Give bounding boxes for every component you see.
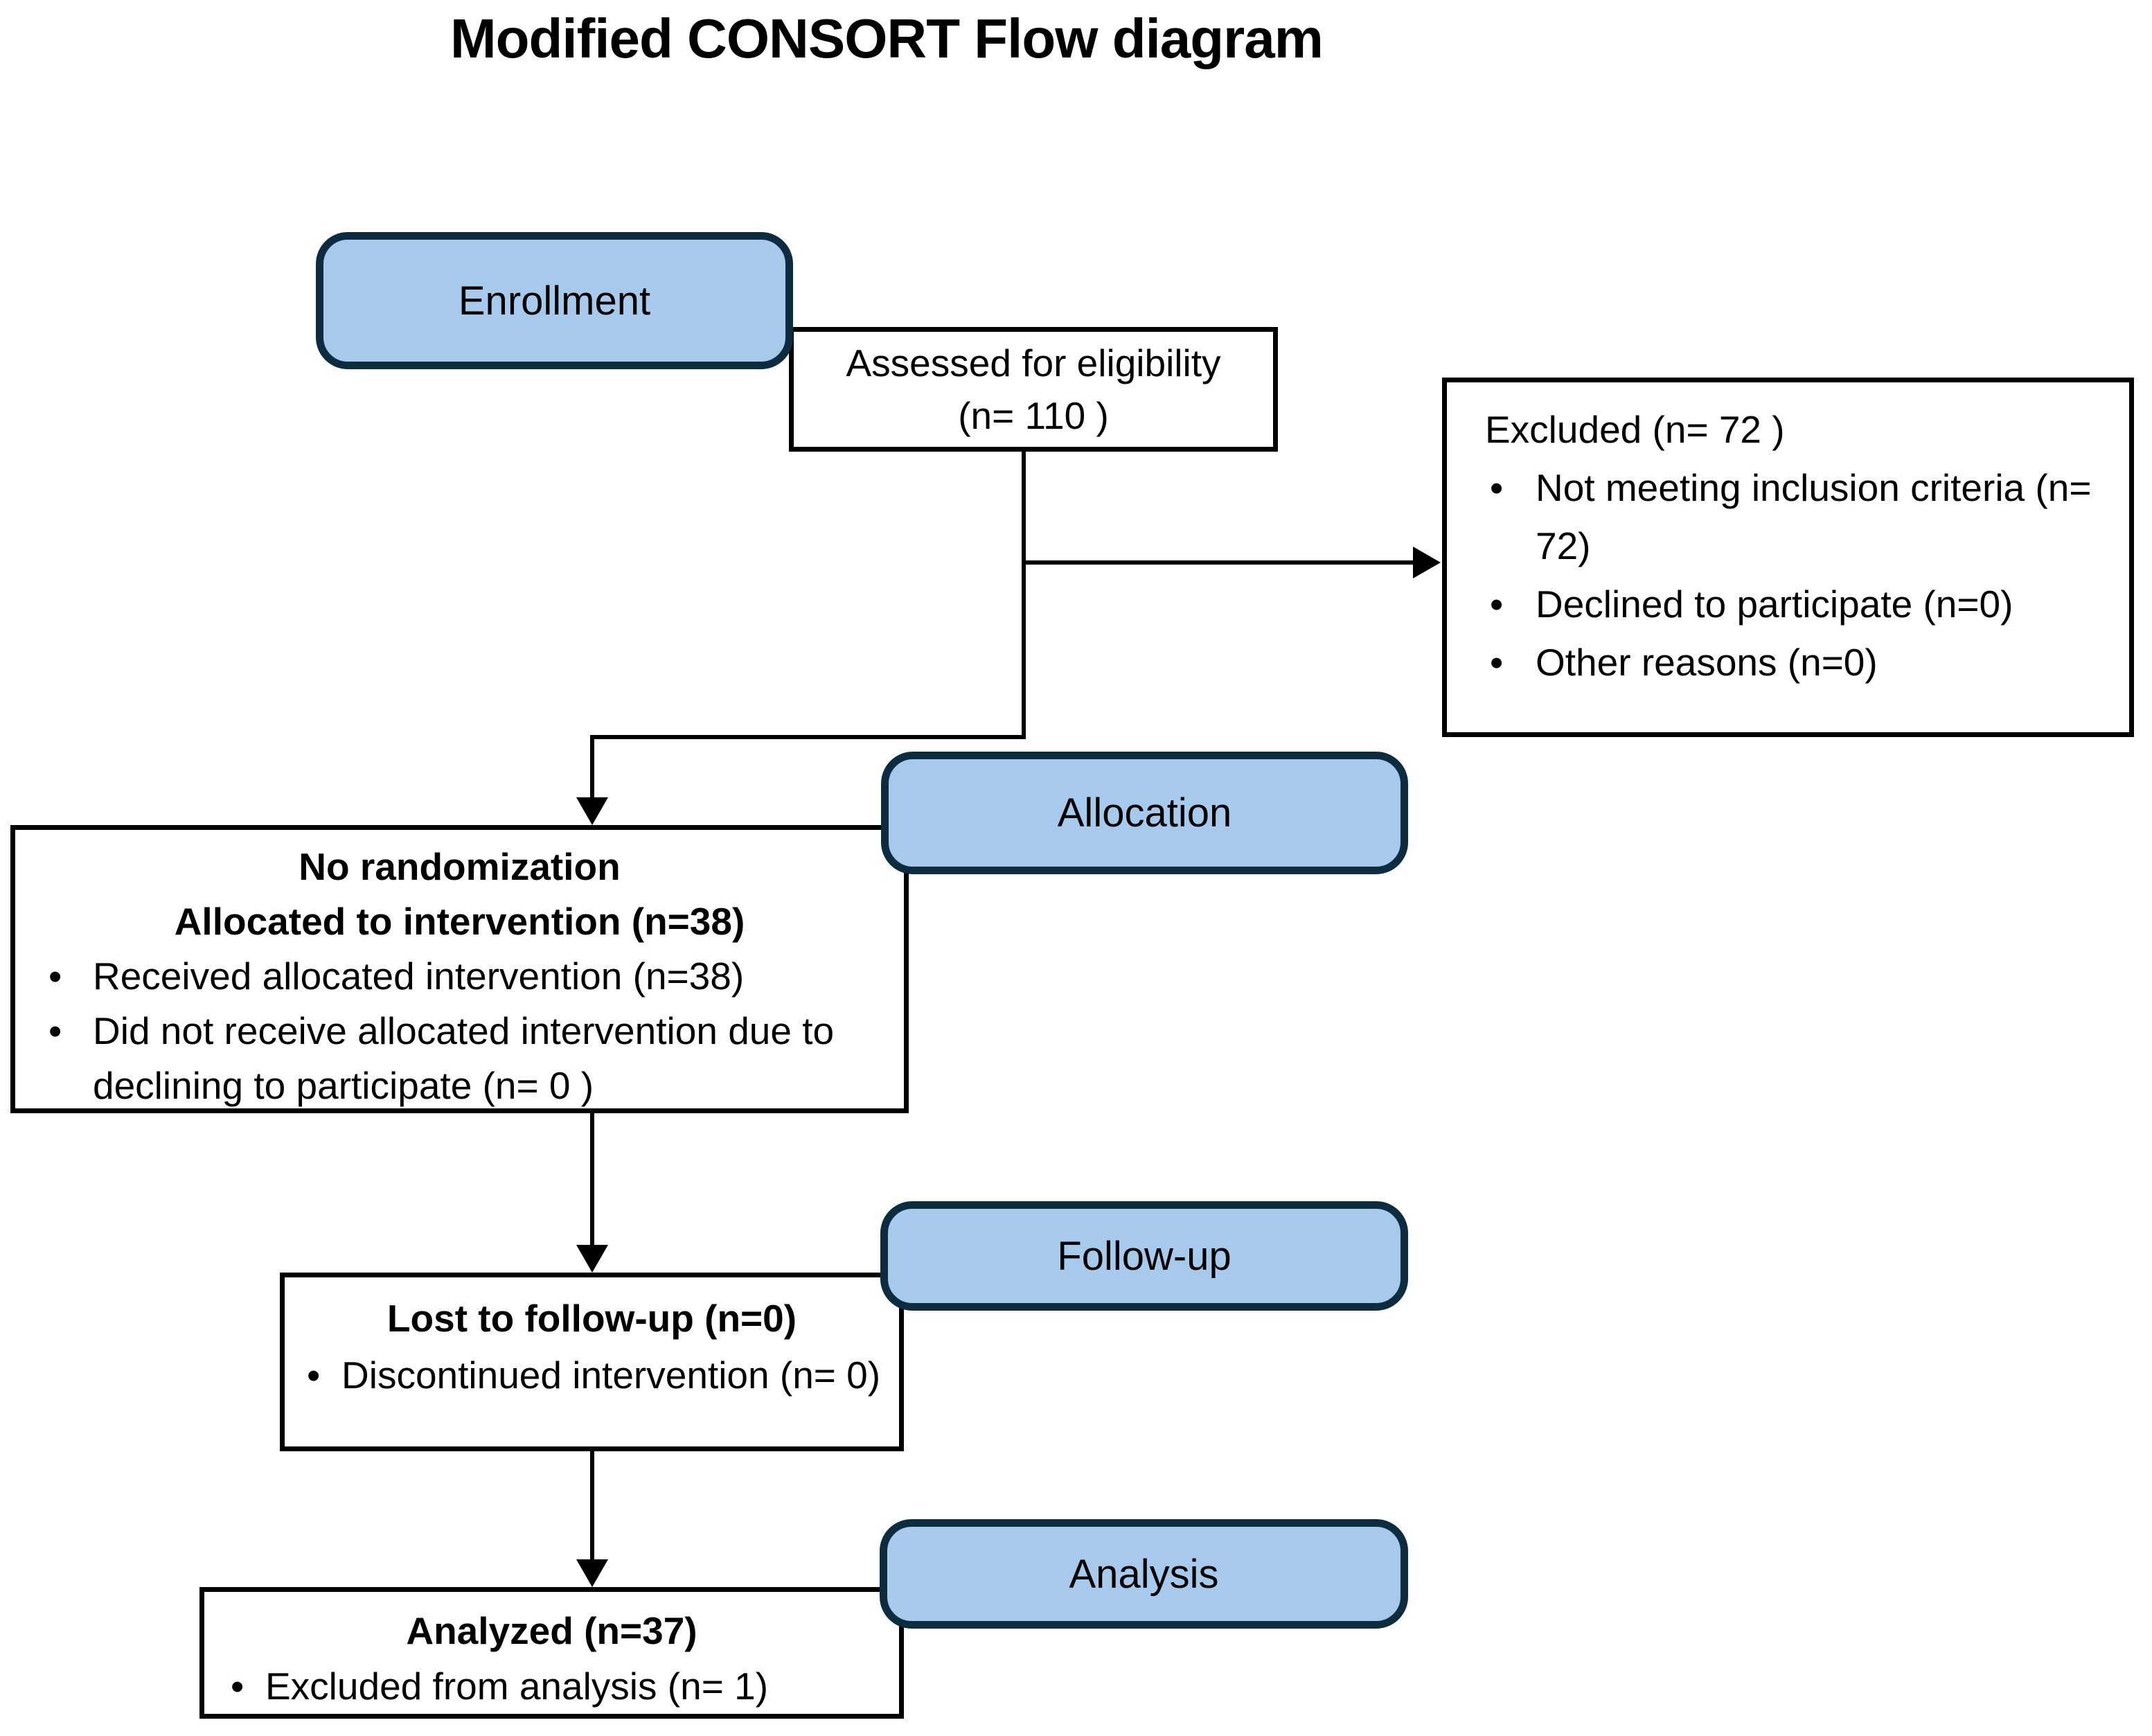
allocation-header-1: No randomization: [299, 845, 621, 888]
stage-enrollment-label: Enrollment: [458, 278, 651, 324]
box-analysis-detail: [199, 1587, 904, 1719]
stage-allocation-label: Allocation: [1057, 790, 1232, 835]
box-excluded: [1442, 378, 2134, 737]
allocation-bullet-1: • Received allocated intervention (n=38): [15, 949, 904, 1004]
arrowhead-analysis-icon: [576, 1559, 608, 1587]
arrowhead-excluded-icon: [1413, 547, 1441, 578]
connector-to-analysis: [590, 1451, 594, 1561]
connector-to-followup: [590, 1113, 594, 1246]
followup-bullet-1: • Discontinued intervention (n= 0): [285, 1347, 899, 1403]
excluded-bullet-2: • Declined to participate (n=0): [1447, 575, 2129, 633]
assessed-line1: Assessed for eligibility: [846, 342, 1221, 384]
followup-header: Lost to follow-up (n=0): [386, 1297, 797, 1340]
stage-allocation: [881, 752, 1408, 874]
stage-followup: [880, 1201, 1408, 1311]
assessed-line2: (n= 110 ): [958, 394, 1109, 437]
box-followup-detail: [280, 1273, 904, 1451]
allocation-bullet-2: • Did not receive allocated intervention due to declining to participate (n= 0 ): [15, 1004, 904, 1113]
connector-to-excluded: [1024, 560, 1414, 565]
arrowhead-followup-icon: [576, 1245, 608, 1273]
box-assessed: [789, 327, 1278, 452]
excluded-bullet-3: • Other reasons (n=0): [1447, 633, 2129, 691]
stage-analysis-label: Analysis: [1069, 1551, 1219, 1597]
diagram-title: Modified CONSORT Flow diagram: [450, 8, 1323, 69]
stage-enrollment: [316, 232, 793, 369]
stage-followup-label: Follow-up: [1057, 1233, 1231, 1279]
analysis-bullet-1: • Excluded from analysis (n= 1): [204, 1658, 899, 1714]
connector-to-allocation: [590, 735, 594, 799]
allocation-header-2: Allocated to intervention (n=38): [174, 900, 745, 943]
connector-assessed-down: [1022, 452, 1026, 739]
excluded-header: Excluded (n= 72 ): [1485, 408, 1785, 451]
arrowhead-allocation-icon: [576, 797, 608, 825]
excluded-bullet-1: • Not meeting inclusion criteria (n= 72): [1447, 459, 2129, 575]
box-allocation-detail: [10, 825, 909, 1113]
connector-elbow-left: [590, 735, 1026, 739]
stage-analysis: [880, 1519, 1408, 1629]
analysis-header: Analyzed (n=37): [406, 1609, 697, 1652]
